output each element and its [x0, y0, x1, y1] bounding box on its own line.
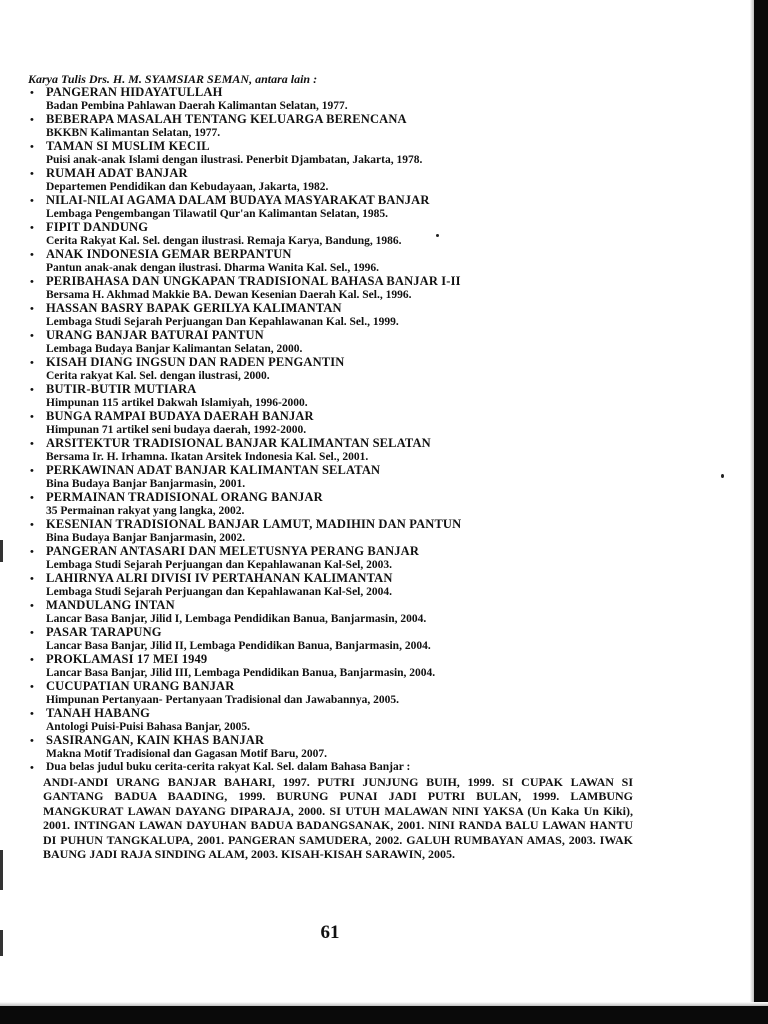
work-title: TANAH HABANG [46, 706, 151, 720]
bullet-icon: • [30, 438, 34, 450]
work-title: ANAK INDONESIA GEMAR BERPANTUN [46, 247, 292, 261]
work-item [28, 464, 618, 491]
work-description: Bina Budaya Banjar Banjarmasin, 2001. [46, 477, 246, 490]
work-title: ARSITEKTUR TRADISIONAL BANJAR KALIMANTAN SELATAN [46, 436, 431, 450]
work-item [28, 518, 618, 545]
work-title: PERMAINAN TRADISIONAL ORANG BANJAR [46, 490, 323, 504]
work-title: KISAH DIANG INGSUN DAN RADEN PENGANTIN [46, 355, 345, 369]
work-description: Puisi anak-anak Islami dengan ilustrasi. Penerbit Djambatan, Jakarta, 1978. [46, 153, 423, 166]
work-title: PASAR TARAPUNG [46, 625, 162, 639]
work-description: Lembaga Studi Sejarah Perjuangan dan Kepahlawanan Kal-Sel, 2003. [46, 558, 393, 571]
section-heading: Karya Tulis Drs. H. M. SYAMSIAR SEMAN, antara lain : [28, 72, 318, 86]
work-title: MANDULANG INTAN [46, 598, 175, 612]
work-title: NILAI-NILAI AGAMA DALAM BUDAYA MASYARAKAT BANJAR [46, 193, 430, 207]
bullet-icon: • [30, 600, 34, 612]
scan-left-edge [0, 0, 6, 1024]
work-title: URANG BANJAR BATURAI PANTUN [46, 328, 264, 342]
works-list-section [28, 72, 633, 862]
work-title: PANGERAN HIDAYATULLAH [46, 85, 223, 99]
work-description: Bersama Ir. H. Irhamna. Ikatan Arsitek Indonesia Kal. Sel., 2001. [46, 450, 369, 463]
work-item [28, 329, 618, 356]
bullet-icon: • [30, 330, 34, 342]
work-item [28, 680, 618, 707]
work-title: CUCUPATIAN URANG BANJAR [46, 679, 235, 693]
bullet-icon: • [30, 546, 34, 558]
work-description: Bina Budaya Banjar Banjarmasin, 2002. [46, 531, 246, 544]
bullet-icon: • [30, 87, 34, 99]
work-title: RUMAH ADAT BANJAR [46, 166, 188, 180]
bullet-icon: • [30, 168, 34, 180]
work-description: Makna Motif Tradisional dan Gagasan Motif Baru, 2007. [46, 747, 328, 760]
work-description: Cerita rakyat Kal. Sel. dengan ilustrasi, 2000. [46, 369, 270, 382]
work-description: Bersama H. Akhmad Makkie BA. Dewan Kesenian Daerah Kal. Sel., 1996. [46, 288, 412, 301]
work-description: Antologi Puisi-Puisi Bahasa Banjar, 2005. [46, 720, 251, 733]
work-description: Departemen Pendidikan dan Kebudayaan, Jakarta, 1982. [46, 180, 329, 193]
work-item [28, 626, 618, 653]
work-title: FIPIT DANDUNG [46, 220, 149, 234]
work-item [28, 437, 618, 464]
bullet-icon: • [30, 114, 34, 126]
work-description: Himpunan Pertanyaan- Pertanyaan Tradisional dan Jawabannya, 2005. [46, 693, 399, 706]
work-item [28, 410, 618, 437]
bullet-icon: • [30, 465, 34, 477]
work-item [28, 302, 618, 329]
work-description: Cerita Rakyat Kal. Sel. dengan ilustrasi. Remaja Karya, Bandung, 1986. [46, 234, 402, 247]
bullet-icon: • [30, 654, 34, 666]
work-title: PROKLAMASI 17 MEI 1949 [46, 652, 208, 666]
work-item [28, 599, 618, 626]
work-title: SASIRANGAN, KAIN KHAS BANJAR [46, 733, 265, 747]
work-item [28, 491, 618, 518]
scan-speck [721, 474, 724, 478]
works-list [28, 85, 633, 862]
bullet-icon: • [30, 519, 34, 531]
work-item [28, 383, 618, 410]
work-item [28, 113, 618, 140]
folk-tales-list: ANDI-ANDI URANG BANJAR BAHARI, 1997. PUTRI JUNJUNG BUIH, 1999. SI CUPAK LAWAN SI GANTANG BADUA BAADING, 1999. BURUNG PUNAI JADI PUTRI BULAN, 1999. LAMBUNG MANGKURAT LAWAN DAYANG DIPARAJA, 2000. SI UTUH MALAWAN NINI YAKSA (Un Kaka Un Kiki), 2001. INTINGAN LAWAN DAYUHAN BADUA BADANGSANAK, 2001. NINI RANDA BALU LAWAN HANTU DI PUHUN TANGKALUPA, 2001. PANGERAN SAMUDERA, 2002. GALUH RUMBAYAN AMAS, 2003. IWAK BAUNG JADI RAJA SINDING ALAM, 2003. KISAH-KISAH SARAWIN, 2005. [43, 774, 633, 862]
work-item-folk-tales [28, 761, 633, 862]
folk-tales-intro: Dua belas judul buku cerita-cerita rakyat Kal. Sel. dalam Bahasa Banjar : [46, 761, 411, 773]
work-item [28, 167, 618, 194]
bullet-icon: • [30, 762, 34, 774]
page-number: 61 [320, 922, 340, 943]
work-description: Badan Pembina Pahlawan Daerah Kalimantan Selatan, 1977. [46, 99, 348, 112]
bullet-icon: • [30, 303, 34, 315]
work-description: Lancar Basa Banjar, Jilid II, Lembaga Pendidikan Banua, Banjarmasin, 2004. [46, 639, 431, 652]
bullet-icon: • [30, 222, 34, 234]
bullet-icon: • [30, 195, 34, 207]
bullet-icon: • [30, 357, 34, 369]
work-item [28, 545, 618, 572]
work-description: 35 Permainan rakyat yang langka, 2002. [46, 504, 245, 517]
bullet-icon: • [30, 708, 34, 720]
work-title: BEBERAPA MASALAH TENTANG KELUARGA BERENCANA [46, 112, 407, 126]
work-item [28, 707, 618, 734]
bullet-icon: • [30, 411, 34, 423]
work-item [28, 356, 618, 383]
work-item [28, 572, 618, 599]
work-item [28, 248, 618, 275]
work-title: PERIBAHASA DAN UNGKAPAN TRADISIONAL BAHASA BANJAR I-II [46, 274, 461, 288]
work-item [28, 653, 618, 680]
work-item [28, 275, 618, 302]
work-description: Lembaga Budaya Banjar Kalimantan Selatan, 2000. [46, 342, 303, 355]
work-title: TAMAN SI MUSLIM KECIL [46, 139, 210, 153]
bullet-icon: • [30, 141, 34, 153]
scan-bottom-edge [0, 1006, 768, 1024]
bullet-icon: • [30, 384, 34, 396]
work-item [28, 194, 618, 221]
work-description: Lancar Basa Banjar, Jilid I, Lembaga Pendidikan Banua, Banjarmasin, 2004. [46, 612, 427, 625]
bullet-icon: • [30, 573, 34, 585]
work-description: Pantun anak-anak dengan ilustrasi. Dharma Wanita Kal. Sel., 1996. [46, 261, 380, 274]
work-item [28, 140, 618, 167]
work-title: PERKAWINAN ADAT BANJAR KALIMANTAN SELATAN [46, 463, 381, 477]
bullet-icon: • [30, 249, 34, 261]
work-item [28, 86, 618, 113]
work-description: BKKBN Kalimantan Selatan, 1977. [46, 126, 221, 139]
bullet-icon: • [30, 276, 34, 288]
work-description: Lancar Basa Banjar, Jilid III, Lembaga Pendidikan Banua, Banjarmasin, 2004. [46, 666, 436, 679]
work-description: Himpunan 115 artikel Dakwah Islamiyah, 1996-2000. [46, 396, 308, 409]
work-item [28, 734, 618, 761]
work-title: PANGERAN ANTASARI DAN MELETUSNYA PERANG BANJAR [46, 544, 420, 558]
work-title: BUTIR-BUTIR MUTIARA [46, 382, 197, 396]
work-title: LAHIRNYA ALRI DIVISI IV PERTAHANAN KALIMANTAN [46, 571, 393, 585]
work-description: Himpunan 71 artikel seni budaya daerah, 1992-2000. [46, 423, 307, 436]
work-description: Lembaga Studi Sejarah Perjuangan dan Kepahlawanan Kal-Sel, 2004. [46, 585, 393, 598]
bullet-icon: • [30, 492, 34, 504]
work-description: Lembaga Studi Sejarah Perjuangan Dan Kepahlawanan Kal. Sel., 1999. [46, 315, 399, 328]
bullet-icon: • [30, 627, 34, 639]
bullet-icon: • [30, 681, 34, 693]
work-title: BUNGA RAMPAI BUDAYA DAERAH BANJAR [46, 409, 314, 423]
work-title: KESENIAN TRADISIONAL BANJAR LAMUT, MADIHIN DAN PANTUN [46, 517, 462, 531]
scan-right-edge [754, 0, 768, 1024]
work-item [28, 221, 618, 248]
bullet-icon: • [30, 735, 34, 747]
work-description: Lembaga Pengembangan Tilawatil Qur'an Kalimantan Selatan, 1985. [46, 207, 389, 220]
work-title: HASSAN BASRY BAPAK GERILYA KALIMANTAN [46, 301, 342, 315]
